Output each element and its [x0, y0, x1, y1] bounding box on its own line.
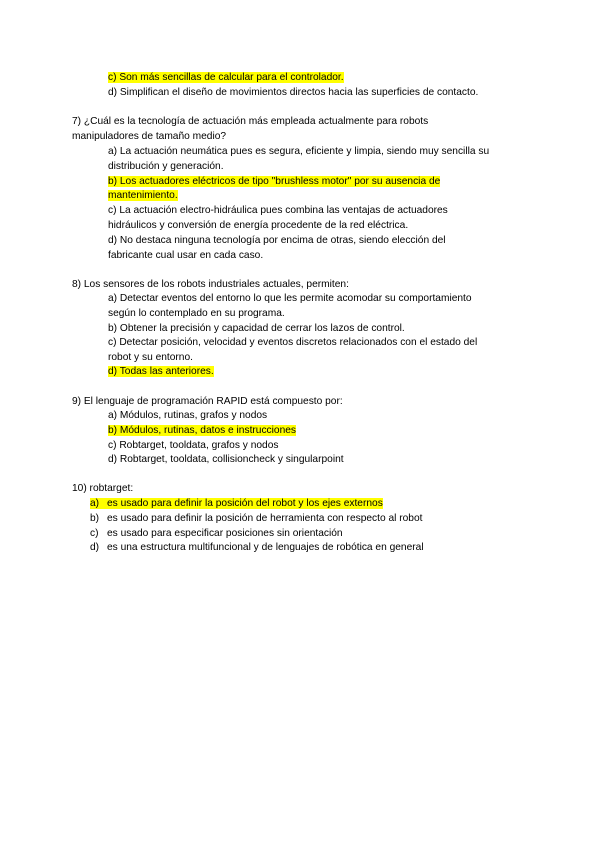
q10-option-b: b) es usado para definir la posición de herramienta con respecto al robot: [90, 512, 422, 527]
question-8-text: 8) Los sensores de los robots industriales actuales, permiten:: [72, 279, 349, 290]
q7-option-d-l2: fabricante cual usar en cada caso.: [108, 250, 264, 261]
q9-option-b: b) Módulos, rutinas, datos e instrucciones: [108, 425, 296, 436]
q10-option-c-label: c): [90, 528, 99, 539]
q10-option-b-label: b): [90, 513, 100, 524]
q10-option-a-label: a): [90, 498, 100, 509]
q8-option-c-l1: c) Detectar posición, velocidad y eventos discretos relacionados con el estado del: [108, 337, 478, 348]
question-10-text: 10) robtarget:: [72, 483, 134, 494]
option-c-previous: c) Son más sencillas de calcular para el controlador.: [108, 72, 344, 83]
q7-option-b-l1: b) Los actuadores eléctricos de tipo "brushless motor" por su ausencia de: [108, 176, 441, 187]
q7-option-a-l2: distribución y generación.: [108, 161, 224, 172]
q9-option-a: a) Módulos, rutinas, grafos y nodos: [108, 410, 268, 421]
q10-option-c: c) es usado para especificar posiciones sin orientación: [90, 527, 343, 542]
question-9-text: 9) El lenguaje de programación RAPID está compuesto por:: [72, 396, 343, 407]
option-d-previous: d) Simplifican el diseño de movimientos directos hacia las superficies de contacto.: [108, 87, 479, 98]
q7-option-b-l2: mantenimiento.: [108, 190, 178, 201]
question-7-text-l2: manipuladores de tamaño medio?: [72, 131, 227, 142]
q8-option-a-l1: a) Detectar eventos del entorno lo que les permite acomodar su comportamiento: [108, 293, 472, 304]
q8-option-b: b) Obtener la precisión y capacidad de cerrar los lazos de control.: [108, 323, 405, 334]
q9-option-c: c) Robtarget, tooldata, grafos y nodos: [108, 440, 279, 451]
question-7-text-l1: 7) ¿Cuál es la tecnología de actuación más empleada actualmente para robots: [72, 116, 429, 127]
q10-option-d: d) es una estructura multifuncional y de lenguajes de robótica en general: [90, 541, 424, 556]
q9-option-d: d) Robtarget, tooldata, collisioncheck y singularpoint: [108, 454, 344, 465]
q7-option-c-l1: c) La actuación electro-hidráulica pues combina las ventajas de actuadores: [108, 205, 448, 216]
q7-option-a-l1: a) La actuación neumática pues es segura, eficiente y limpia, siendo muy sencilla su: [108, 146, 490, 157]
q8-option-d: d) Todas las anteriores.: [108, 366, 214, 377]
q7-option-d-l1: d) No destaca ninguna tecnología por encima de otras, siendo elección del: [108, 235, 446, 246]
q10-option-d-label: d): [90, 542, 100, 553]
q8-option-c-l2: robot y su entorno.: [108, 352, 193, 363]
q10-option-a: a) es usado para definir la posición del robot y los ejes externos: [90, 497, 383, 512]
q7-option-c-l2: hidráulicos y conversión de energía procedente de la red eléctrica.: [108, 220, 409, 231]
q8-option-a-l2: según lo contemplado en su programa.: [108, 308, 285, 319]
